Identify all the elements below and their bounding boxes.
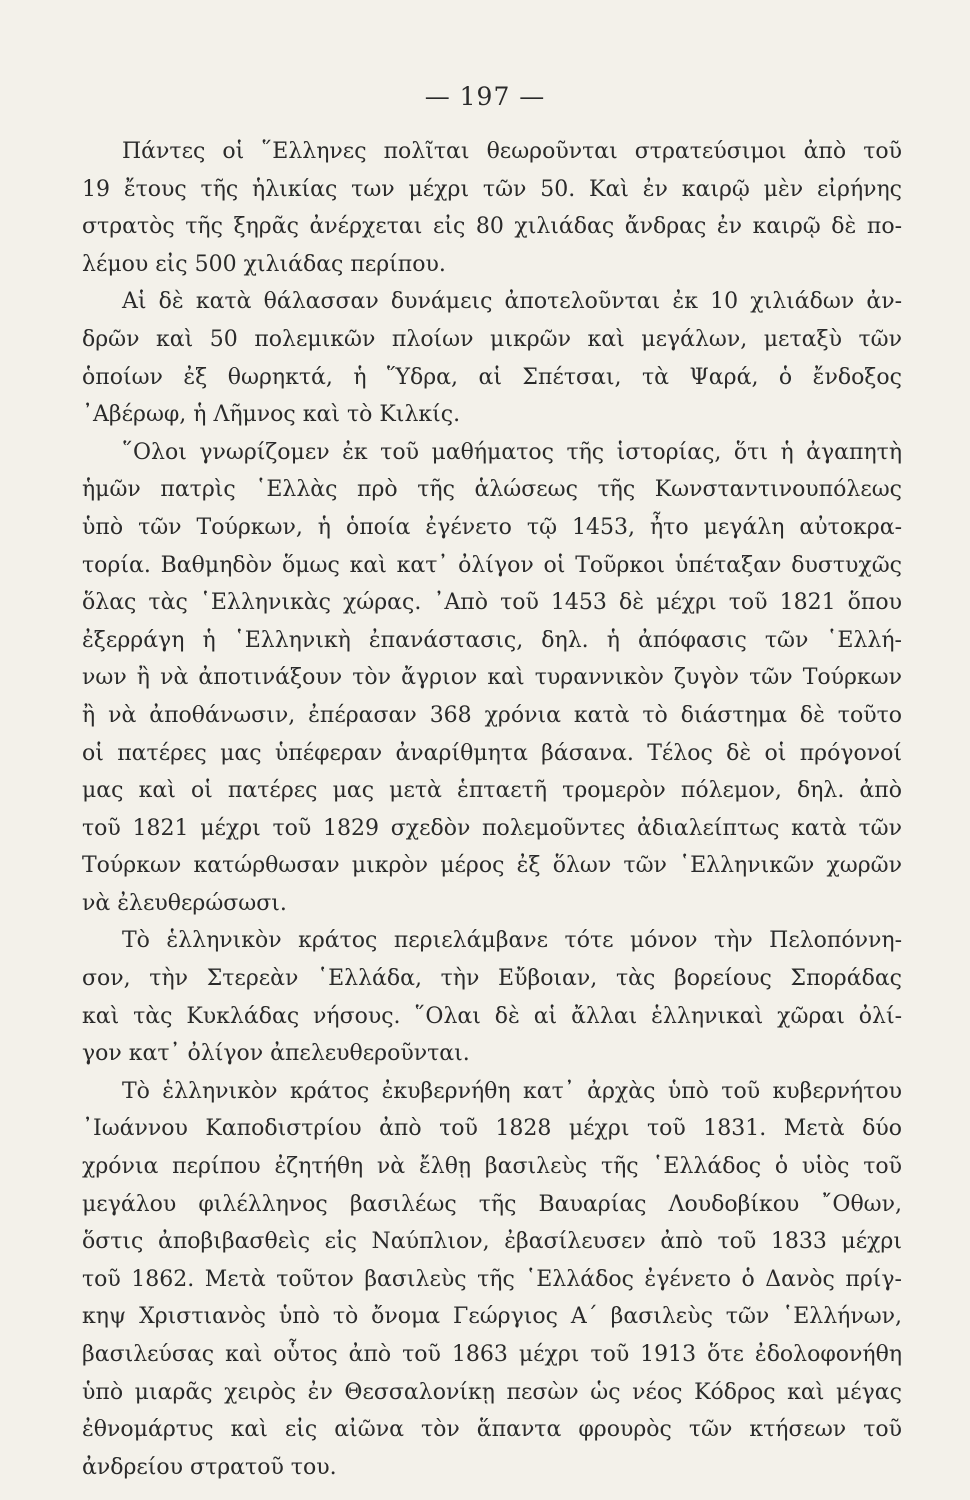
text-line: Αἱ δὲ κατὰ θάλασσαν δυνάμεις ἀποτελοῦνται ἐκ 10 χιλιάδων ἀν- [122,289,902,315]
text-line: μεγάλου φιλέλληνος βασιλέως τῆς Βαυαρίας Λουδοβίκου ῎Οθων, [82,1191,902,1217]
text-line: ὁποίων ἐξ θωρηκτά, ἡ Ὕδρα, αἱ Σπέτσαι, τὰ Ψαρά, ὁ ἔνδοξος [82,364,902,390]
text-line: χρόνια περίπου ἐζητήθη νὰ ἔλθῃ βασιλεὺς τῆς ῾Ελλάδος ὁ υἱὸς τοῦ [82,1154,902,1180]
text-line: στρατὸς τῆς ξηρᾶς ἀνέρχεται εἰς 80 χιλιάδας ἄνδρας ἐν καιρῷ δὲ πο- [82,214,902,240]
text-line: ἡμῶν πατρὶς ῾Ελλὰς πρὸ τῆς ἁλώσεως τῆς Κωνσταντινουπόλεως [82,477,902,503]
text-line: λέμου εἰς 500 χιλιάδας περίπου. [82,251,446,277]
text-line: νων ἢ νὰ ἀποτινάξουν τὸν ἄγριον καὶ τυραννικὸν ζυγὸν τῶν Τούρκων [82,665,902,691]
page-number: — 197 — [424,82,546,111]
text-line: ᾿Αβέρωφ, ἡ Λῆμνος καὶ τὸ Κιλκίς. [82,402,461,428]
text-line: Τούρκων κατώρθωσαν μικρὸν μέρος ἐξ ὅλων τῶν ῾Ελληνικῶν χωρῶν [82,853,902,879]
text-line: δρῶν καὶ 50 πολεμικῶν πλοίων μικρῶν καὶ μεγάλων, μεταξὺ τῶν [82,326,902,352]
text-line: ἐθνομάρτυς καὶ εἰς αἰῶνα τὸν ἅπαντα φρουρὸς τῶν κτήσεων τοῦ [82,1417,902,1443]
text-line: σον, τὴν Στερεὰν ῾Ελλάδα, τὴν Εὔβοιαν, τὰς βορείους Σποράδας [82,966,902,992]
text-line: Τὸ ἑλληνικὸν κράτος περιελάμβανε τότε μόνον τὴν Πελοπόννη- [122,928,902,954]
text-line: ὑπὸ μιαρᾶς χειρὸς ἐν Θεσσαλονίκῃ πεσὼν ὡς νέος Κόδρος καὶ μέγας [82,1379,902,1405]
text-line: βασιλεύσας καὶ οὗτος ἀπὸ τοῦ 1863 μέχρι τοῦ 1913 ὅτε ἐδολοφονήθη [82,1342,902,1367]
text-line: ῞Ολοι γνωρίζομεν ἐκ τοῦ μαθήματος τῆς ἱστορίας, ὅτι ἡ ἀγαπητὴ [122,439,902,465]
text-line: κηψ Χριστιανὸς ὑπὸ τὸ ὄνομα Γεώργιος Α΄ βασιλεὺς τῶν ῾Ελλήνων, [82,1304,902,1330]
text-line: ὑπὸ τῶν Τούρκων, ἡ ὁποία ἐγένετο τῷ 1453, ἦτο μεγάλη αὐτοκρα- [82,514,902,540]
text-line: γον κατ᾿ ὀλίγον ἀπελευθεροῦνται. [82,1041,470,1067]
text-line: Πάντες οἱ ῞Ελληνες πολῖται θεωροῦνται στρατεύσιμοι ἀπὸ τοῦ [122,139,902,164]
text-line: 19 ἔτους τῆς ἡλικίας των μέχρι τῶν 50. Καὶ ἐν καιρῷ μὲν εἰρήνης [82,176,902,202]
text-line: ὅστις ἀποβιβασθεὶς εἰς Ναύπλιον, ἐβασίλευσεν ἀπὸ τοῦ 1833 μέχρι [82,1229,902,1255]
body-text [82,133,902,1486]
text-line: Τὸ ἑλληνικὸν κράτος ἐκυβερνήθη κατ᾿ ἀρχὰς ὑπὸ τοῦ κυβερνήτου [122,1078,902,1104]
text-line: ἢ νὰ ἀποθάνωσιν, ἐπέρασαν 368 χρόνια κατὰ τὸ διάστημα δὲ τοῦτο [82,702,902,728]
text-line: τοῦ 1862. Μετὰ τοῦτον βασιλεὺς τῆς ῾Ελλάδος ἐγένετο ὁ Δανὸς πρίγ- [82,1266,902,1292]
text-line: ἀνδρείου στρατοῦ του. [82,1454,337,1480]
text-line: τοῦ 1821 μέχρι τοῦ 1829 σχεδὸν πολεμοῦντες ἀδιαλείπτως κατὰ τῶν [82,815,902,841]
text-line: τορία. Βαθμηδὸν ὅμως καὶ κατ᾿ ὀλίγον οἱ Τοῦρκοι ὑπέταξαν δυστυχῶς [82,552,902,578]
text-line: ἐξερράγη ἡ ῾Ελληνικὴ ἐπανάστασις, δηλ. ἡ ἀπόφασις τῶν ῾Ελλή- [82,627,902,653]
text-line: οἱ πατέρες μας ὑπέφεραν ἀναρίθμητα βάσανα. Τέλος δὲ οἱ πρόγονοί [82,740,902,766]
text-line: καὶ τὰς Κυκλάδας νήσους. ῞Ολαι δὲ αἱ ἄλλαι ἑλληνικαὶ χῶραι ὀλί- [82,1003,902,1029]
text-line: μας καὶ οἱ πατέρες μας μετὰ ἑπταετῆ τρομερὸν πόλεμον, δηλ. ἀπὸ [82,778,902,804]
text-line: ὅλας τὰς ῾Ελληνικὰς χώρας. ᾿Απὸ τοῦ 1453 δὲ μέχρι τοῦ 1821 ὅπου [82,590,902,616]
text-line: ᾿Ιωάννου Καποδιστρίου ἀπὸ τοῦ 1828 μέχρι τοῦ 1831. Μετὰ δύο [82,1116,902,1142]
text-line: νὰ ἐλευθερώσωσι. [82,890,287,916]
